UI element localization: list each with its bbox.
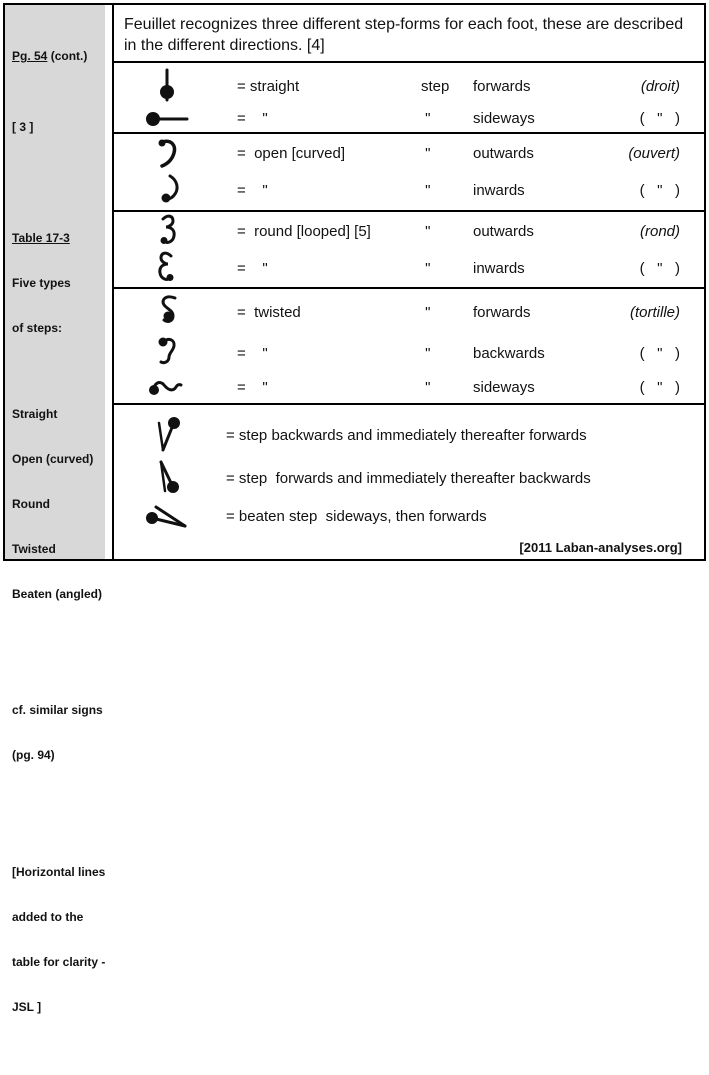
straight-step-forwards-icon (155, 67, 179, 105)
table-row (114, 376, 704, 398)
symbol-cell (114, 137, 220, 171)
symbol-cell (114, 294, 220, 330)
symbol-cell (114, 173, 220, 207)
direction-label: forwards (473, 303, 531, 321)
combined-step-label: = step backwards and immediately thereafter forwards (226, 426, 587, 444)
step-word: " (421, 344, 431, 362)
direction-label: inwards (473, 259, 525, 277)
step-type: Straight (12, 407, 58, 421)
section-combined (114, 403, 704, 559)
source-credit: [2011 Laban-analyses.org] (519, 540, 682, 555)
section-round (114, 210, 704, 287)
direction-label: sideways (473, 378, 535, 396)
table-row (114, 110, 704, 128)
table-caption-line: Five types (12, 276, 71, 290)
french-term: ( " ) (639, 110, 680, 128)
twisted-step-forwards-icon (156, 294, 178, 330)
symbol-cell (114, 502, 220, 530)
symbol-cell (114, 67, 220, 105)
direction-label: backwards (473, 344, 545, 362)
step-word: step (421, 77, 450, 95)
editor-note-line: JSL ] (12, 1000, 42, 1014)
twisted-step-sideways-icon (148, 376, 186, 398)
step-word: " (421, 303, 431, 321)
step-type: Open (curved) (12, 452, 94, 466)
table-row (114, 137, 704, 171)
step-form-label: = twisted (237, 303, 301, 321)
french-term: (tortille) (629, 303, 680, 321)
french-term: ( " ) (639, 378, 680, 396)
french-term: (rond) (639, 222, 680, 240)
step-form-label: = " (237, 181, 268, 199)
direction-label: sideways (473, 110, 535, 128)
step-forwards-then-backwards-icon (153, 459, 181, 497)
table-caption-line: of steps: (12, 321, 63, 335)
section-twisted (114, 287, 704, 403)
step-form-label: = " (237, 110, 268, 128)
editor-note (12, 835, 106, 1045)
step-form-label: = " (237, 378, 268, 396)
combined-step-label: = beaten step sideways, then forwards (226, 507, 487, 525)
symbol-cell (114, 250, 220, 286)
symbol-cell (114, 376, 220, 398)
french-term: (droit) (640, 77, 680, 95)
step-form-label: = straight (237, 77, 300, 95)
direction-label: inwards (473, 181, 525, 199)
cross-reference (12, 673, 101, 793)
section-straight (114, 61, 704, 132)
step-word: " (421, 259, 431, 277)
step-type: Beaten (angled) (12, 587, 103, 601)
page-reference (12, 49, 101, 64)
table-label: Table 17-3 (12, 231, 70, 245)
french-term: ( " ) (639, 259, 680, 277)
page-number: Pg. 54 (12, 49, 48, 63)
intro-text: Feuillet recognizes three different step-forms for each foot, these are described in the different directions. [4] (124, 16, 684, 54)
direction-label: outwards (473, 222, 534, 240)
step-word: " (421, 145, 431, 163)
table-row (114, 67, 704, 105)
step-form-label: = round [looped] [5] (237, 222, 371, 240)
editor-note-line: table for clarity - (12, 955, 106, 969)
step-type-list (12, 377, 101, 632)
sidebar (5, 5, 106, 1014)
step-type: Round (12, 497, 50, 511)
step-form-label: = " (237, 344, 268, 362)
table-row (114, 416, 704, 454)
table-row (114, 173, 704, 207)
direction-label: forwards (473, 77, 531, 95)
cross-reference-line: cf. similar signs (12, 703, 103, 717)
table-row (114, 294, 704, 330)
cross-reference-line: (pg. 94) (12, 748, 55, 762)
french-term: (ouvert) (628, 145, 680, 163)
page-frame (3, 3, 706, 1014)
beaten-step-sideways-then-forwards-icon (144, 502, 190, 530)
editor-note-line: added to the (12, 910, 84, 924)
french-term: ( " ) (639, 181, 680, 199)
step-word: " (421, 222, 431, 240)
table-row (114, 502, 704, 530)
table-row (114, 459, 704, 497)
straight-step-sideways-icon (144, 110, 190, 128)
symbol-cell (114, 416, 220, 454)
combined-step-label: = step forwards and immediately thereafter backwards (226, 469, 591, 487)
symbol-cell (114, 213, 220, 249)
direction-label: outwards (473, 145, 534, 163)
table-row (114, 335, 704, 371)
symbol-cell (114, 459, 220, 497)
step-type: Twisted (12, 542, 56, 556)
symbol-cell (114, 335, 220, 371)
french-term: ( " ) (639, 344, 680, 362)
step-word: " (421, 378, 431, 396)
round-step-inwards-icon (157, 250, 177, 286)
twisted-step-backwards-icon (156, 335, 178, 371)
section-open (114, 132, 704, 210)
step-form-label: = open [curved] (237, 145, 345, 163)
symbol-cell (114, 110, 220, 128)
step-word: " (421, 110, 431, 128)
main-table (112, 5, 704, 559)
step-form-label: = " (237, 259, 268, 277)
footnote-marker: [ 3 ] (12, 120, 34, 134)
step-backwards-then-forwards-icon (153, 416, 181, 454)
step-word: " (421, 181, 431, 199)
table-row (114, 250, 704, 286)
round-step-outwards-icon (157, 213, 177, 249)
page-ref-suffix: (cont.) (47, 49, 88, 63)
table-row (114, 213, 704, 249)
open-step-outwards-icon (155, 137, 179, 171)
open-step-inwards-icon (155, 173, 179, 207)
editor-note-line: [Horizontal lines (12, 865, 106, 879)
